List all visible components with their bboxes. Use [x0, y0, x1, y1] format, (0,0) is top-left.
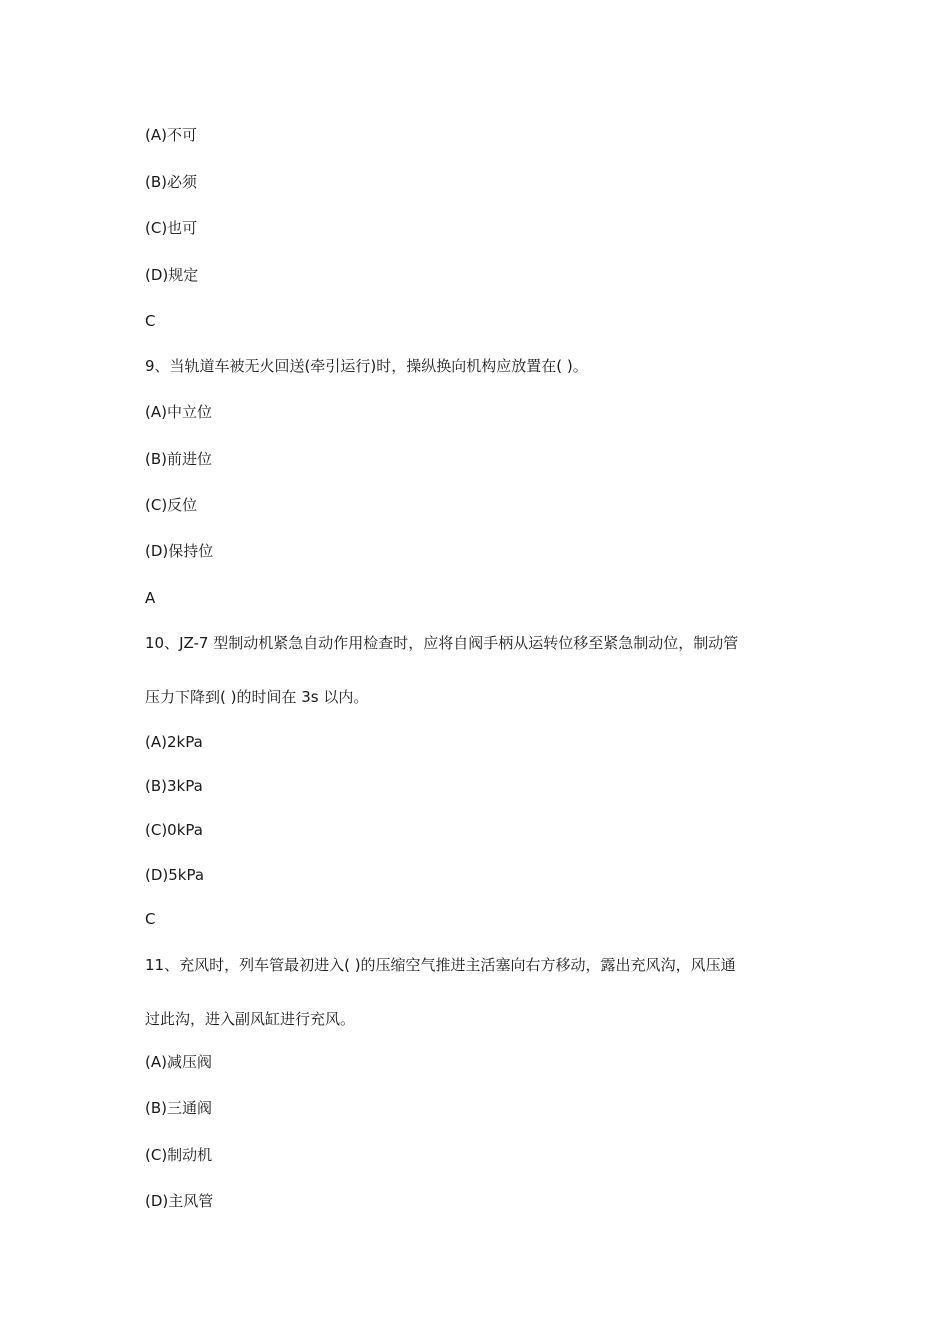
option-d: (D)5kPa [145, 866, 205, 884]
question-text: 9、当轨道车被无火回送(牵引运行)时，操纵换向机构应放置在( )。 [145, 357, 588, 375]
option-b: (B)3kPa [145, 777, 203, 795]
question-text: 11、充风时，列车管最初进入( )的压缩空气推进主活塞向右方移动，露出充风沟，风压通 [145, 956, 736, 974]
option-b: (B)三通阀 [145, 1099, 212, 1117]
option-b: (B)必须 [145, 173, 197, 191]
question-text-continued: 压力下降到( )的时间在 3s 以内。 [145, 688, 369, 706]
option-c: (C)制动机 [145, 1146, 213, 1164]
option-c: (C)0kPa [145, 821, 203, 839]
option-c: (C)也可 [145, 219, 198, 237]
option-a: (A)不可 [145, 126, 197, 144]
option-a: (A)减压阀 [145, 1053, 212, 1071]
question-text-continued: 过此沟，进入副风缸进行充风。 [145, 1010, 356, 1028]
option-a: (A)2kPa [145, 733, 203, 751]
option-d: (D)保持位 [145, 542, 214, 560]
answer: A [145, 589, 156, 607]
option-d: (D)主风管 [145, 1192, 214, 1210]
option-a: (A)中立位 [145, 403, 212, 421]
option-c: (C)反位 [145, 496, 198, 514]
answer: C [145, 312, 156, 330]
answer: C [145, 910, 156, 928]
option-b: (B)前进位 [145, 450, 212, 468]
option-d: (D)规定 [145, 266, 199, 284]
question-text: 10、JZ-7 型制动机紧急自动作用检查时，应将自阀手柄从运转位移至紧急制动位，制动管 [145, 634, 739, 652]
